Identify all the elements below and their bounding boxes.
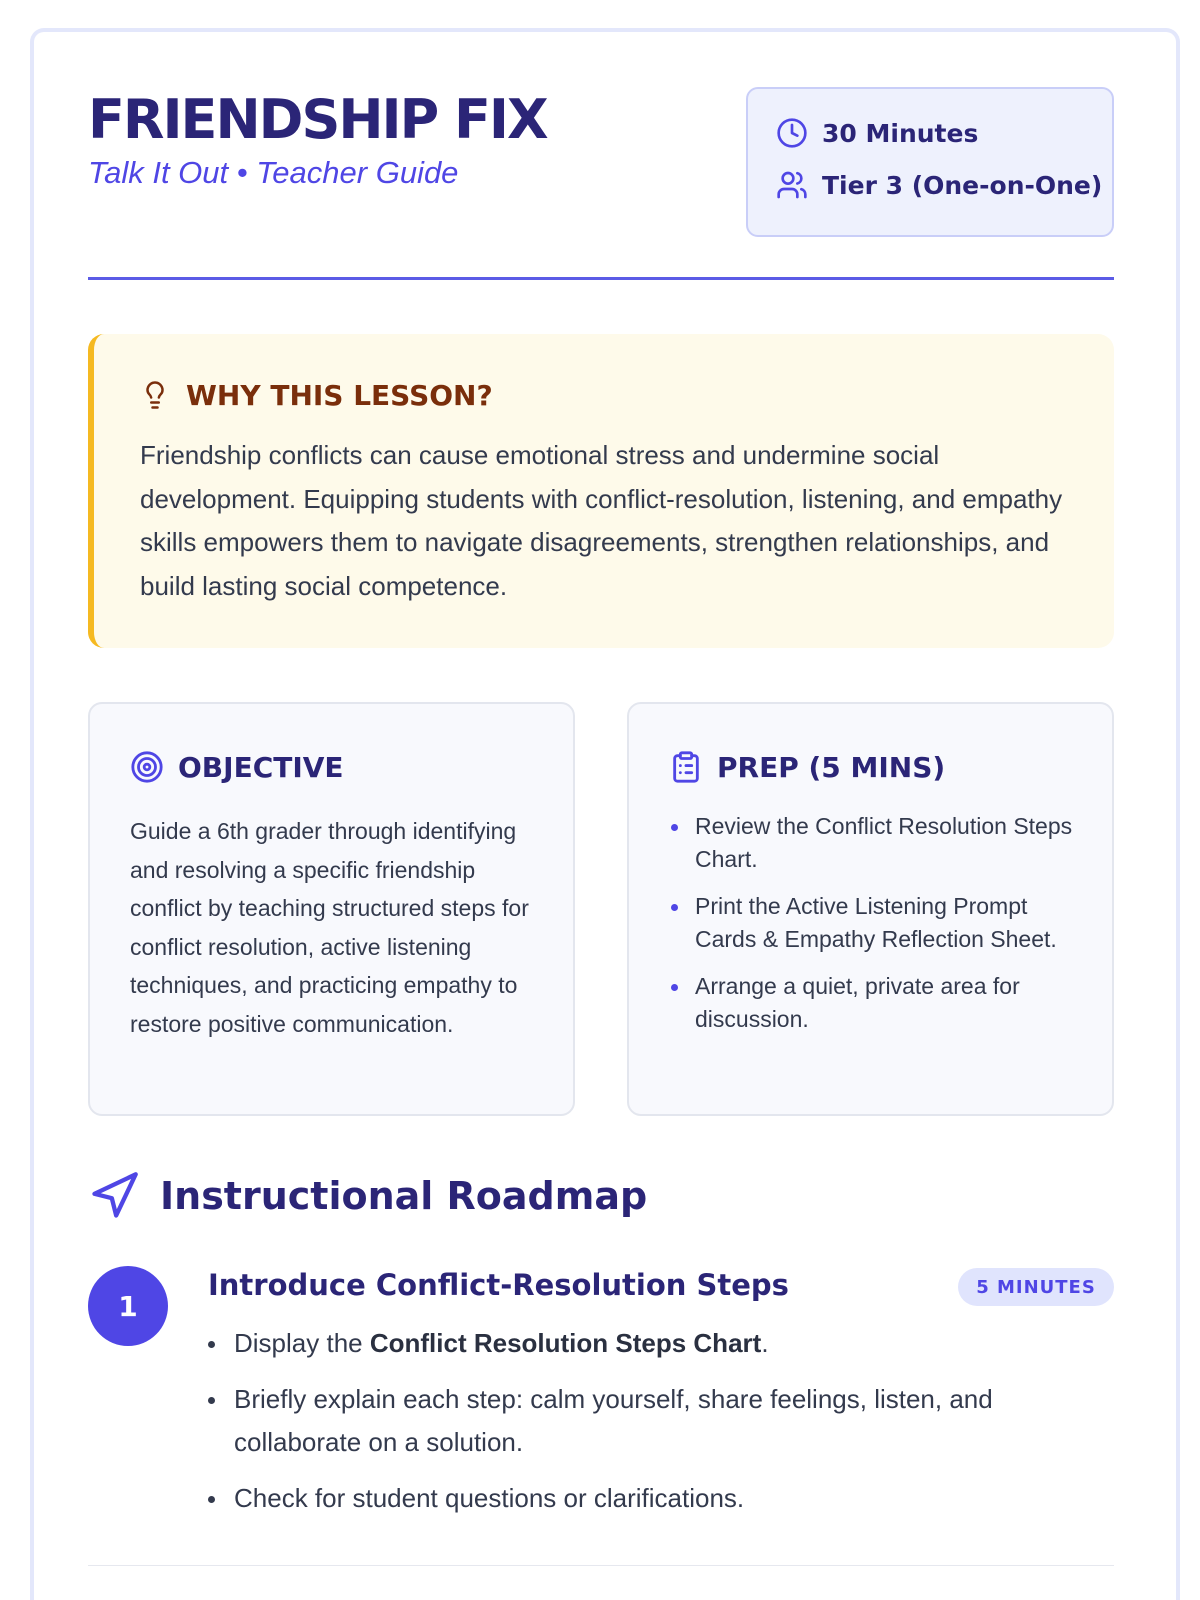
step-number-badge: 1 <box>88 1266 168 1346</box>
objective-text: Guide a 6th grader through identifying and resolving a specific friendship conflict by teaching structured steps for conflict resolution, active listening techniques, and practicing empathy to restore positive communication. <box>130 818 529 1037</box>
navigation-icon <box>88 1170 140 1222</box>
why-body-text: Friendship conflicts can cause emotional stress and undermine social development. Equipping students with conflict-resolution, listening, and empathy skills empowers them to navigate disagreements, strengthen relationships, and build lasting social competence. <box>140 440 1063 601</box>
page-title: FRIENDSHIP FIX <box>88 88 547 151</box>
users-icon <box>776 169 808 201</box>
target-icon <box>130 750 164 784</box>
step-bullet-list <box>208 1322 1108 1533</box>
roadmap-heading: Instructional Roadmap <box>160 1174 648 1218</box>
step-bullet: Briefly explain each step: calm yourself, share feelings, listen, and collaborate on a solution. <box>208 1378 1108 1464</box>
objective-card <box>88 702 575 1116</box>
clipboard-icon <box>669 750 703 784</box>
header-divider <box>88 277 1114 280</box>
why-heading: WHY THIS LESSON? <box>186 378 493 412</box>
objective-heading-row <box>130 750 344 784</box>
section-divider <box>88 1565 1114 1566</box>
step-duration-badge: 5 MINUTES <box>958 1268 1114 1306</box>
step-bullet-text: Display the <box>234 1328 370 1358</box>
lightbulb-icon <box>140 378 170 412</box>
roadmap-heading-row <box>88 1170 647 1222</box>
duration-label: 30 Minutes <box>822 118 979 148</box>
why-lesson-callout <box>88 334 1114 648</box>
step-bullet <box>208 1322 1108 1365</box>
clock-icon <box>776 117 808 149</box>
tier-row <box>776 169 1102 201</box>
step-bullet-text: . <box>761 1328 769 1358</box>
duration-row <box>776 117 978 149</box>
step-bullet: Check for student questions or clarifications. <box>208 1477 1108 1520</box>
why-heading-row <box>140 378 493 412</box>
prep-item: Print the Active Listening Prompt Cards & Empathy Reflection Sheet. <box>669 890 1084 956</box>
prep-item: Review the Conflict Resolution Steps Chart. <box>669 810 1084 876</box>
step-bullet-bold: Conflict Resolution Steps Chart <box>369 1328 762 1358</box>
step-title: Introduce Conflict-Resolution Steps <box>208 1268 789 1302</box>
page-subtitle: Talk It Out • Teacher Guide <box>88 155 459 190</box>
prep-list <box>669 810 1084 1050</box>
objective-heading: OBJECTIVE <box>178 750 344 784</box>
prep-item: Arrange a quiet, private area for discussion. <box>669 970 1084 1036</box>
lesson-meta-box <box>746 87 1114 237</box>
prep-heading: PREP (5 MINS) <box>717 750 946 784</box>
prep-heading-row <box>669 750 945 784</box>
prep-card <box>627 702 1114 1116</box>
tier-label: Tier 3 (One-on-One) <box>822 170 1103 200</box>
